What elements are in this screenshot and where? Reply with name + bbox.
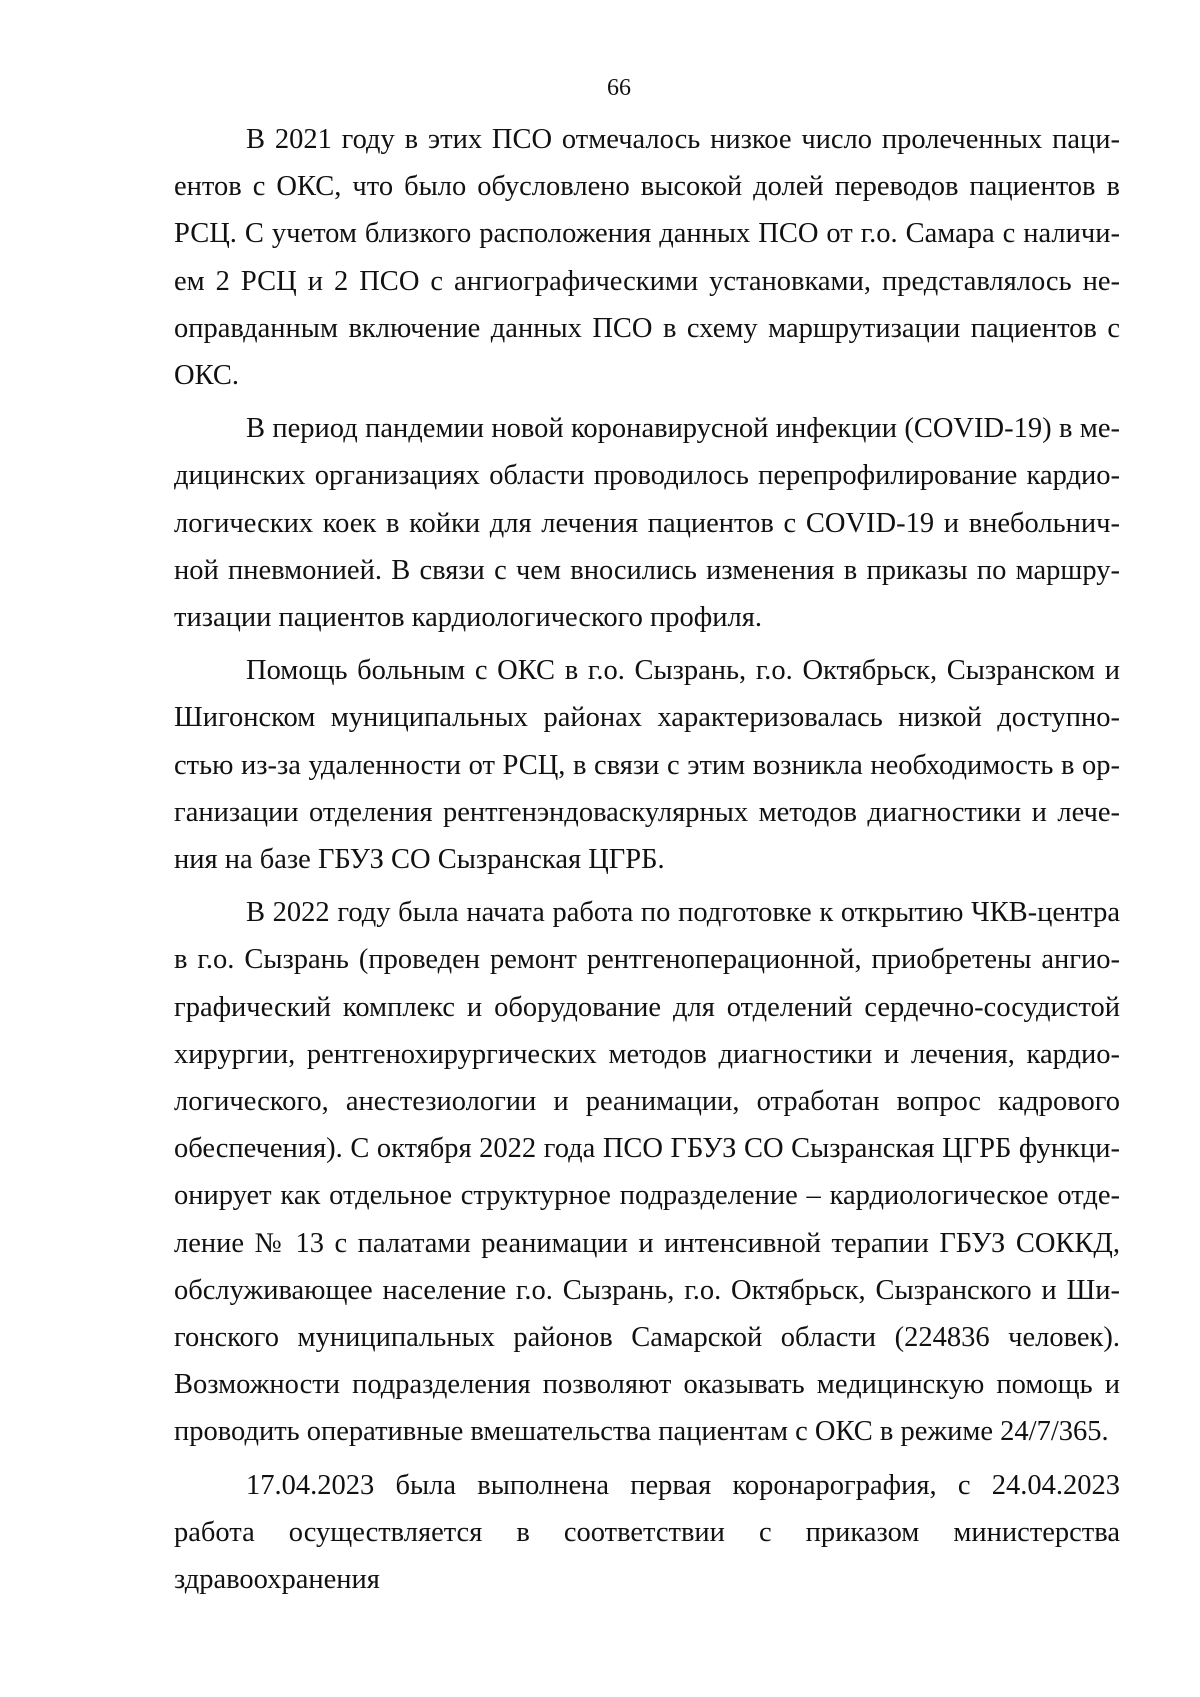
paragraph-coronarography-2023: 17.04.2023 была выполнена первая коронарография, с 24.04.2023 работа осуществляется в соответствии с приказом министерства здравоохранения xyxy=(174,1469,1120,1596)
paragraph-pci-center-2022: В 2022 году была начата работа по подготовке к открытию ЧКВ-центра в г.о. Сызрань (проведен ремонт рентгеноперационной, приобретены ангиографический комплекс и оборудование для отделений сердечно-сосудистой хирургии, рентгенохирургических методов диагностики и лечения, кардиологического, анестезиологии и реанимации, отработан вопрос кадрового обеспечения). С октября 2022 года ПСО ГБУЗ СО Сызранская ЦГРБ функционирует как отдельное структурное подразделение – кардиологическое отделение № 13 с палатами реанимации и интенсивной терапии ГБУЗ СОККД, обслуживающее население г.о. Сызрань, г.о. Октябрьск, Сызранского и Шигонского муниципальных районов Самарской области (224836 человек). Возможности подразделения позволяют оказывать медицинскую помощь и проводить оперативные вмешательства пациентам с ОКС в режиме 24/7/365. xyxy=(174,897,1120,1448)
page-number: 66 xyxy=(607,75,631,101)
paragraph-covid-pandemic: В период пандемии новой коронавирусной инфекции (COVID-19) в медицинских организациях области проводилось перепрофилирование кардиологических коек в койки для лечения пациентов с COVID-19 и внебольничной пневмонией. В связи с чем вносились изменения в приказы по маршрутизации пациентов кардиологического профиля. xyxy=(174,413,1120,634)
paragraph-syzran-access: Помощь больным с ОКС в г.о. Сызрань, г.о. Октябрьск, Сызранском и Шигонском муниципальных районах характеризовалась низкой доступностью из-за удаленности от РСЦ, в связи с этим возникла необходимость в организации отделения рентгенэндоваскулярных методов диагностики и лечения на базе ГБУЗ СО Сызранская ЦГРБ. xyxy=(174,655,1120,876)
body-text xyxy=(174,116,1120,1609)
paragraph-pso-2021: В 2021 году в этих ПСО отмечалось низкое число пролеченных пациентов с ОКС, что было обусловлено высокой долей переводов пациентов в РСЦ. С учетом близкого расположения данных ПСО от г.о. Самара с наличием 2 РСЦ и 2 ПСО с ангиографическими установками, представлялось неоправданным включение данных ПСО в схему маршрутизации пациентов с ОКС. xyxy=(174,124,1120,392)
